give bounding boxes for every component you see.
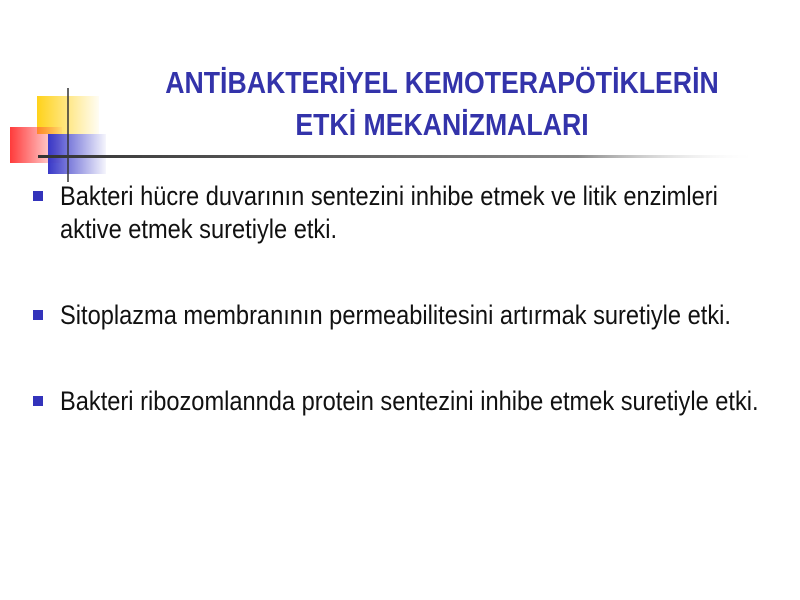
bullet-text: Sitoplazma membranının permeabilitesini artırmak suretiyle etki.	[60, 300, 731, 330]
bullet-item	[30, 180, 780, 246]
bullet-text: Bakteri hücre duvarının sentezini inhibe etmek ve litik enzimleri aktive etmek suretiyle etki.	[60, 181, 718, 244]
bullet-item	[30, 385, 780, 418]
bullet-text: Bakteri ribozomlannda protein sentezini inhibe etmek suretiyle etki.	[60, 386, 759, 416]
slide-title	[158, 62, 726, 146]
square-bullet-icon	[33, 191, 43, 201]
blue-square	[48, 134, 106, 174]
title-line-1: ANTİBAKTERİYEL KEMOTERAPÖTİKLERİN	[165, 65, 719, 100]
square-bullet-icon	[33, 396, 43, 406]
title-line-2: ETKİ MEKANİZMALARI	[295, 107, 589, 142]
horizontal-rule	[38, 155, 758, 158]
square-bullet-icon	[33, 310, 43, 320]
bullet-list	[30, 180, 780, 471]
bullet-item	[30, 299, 780, 332]
